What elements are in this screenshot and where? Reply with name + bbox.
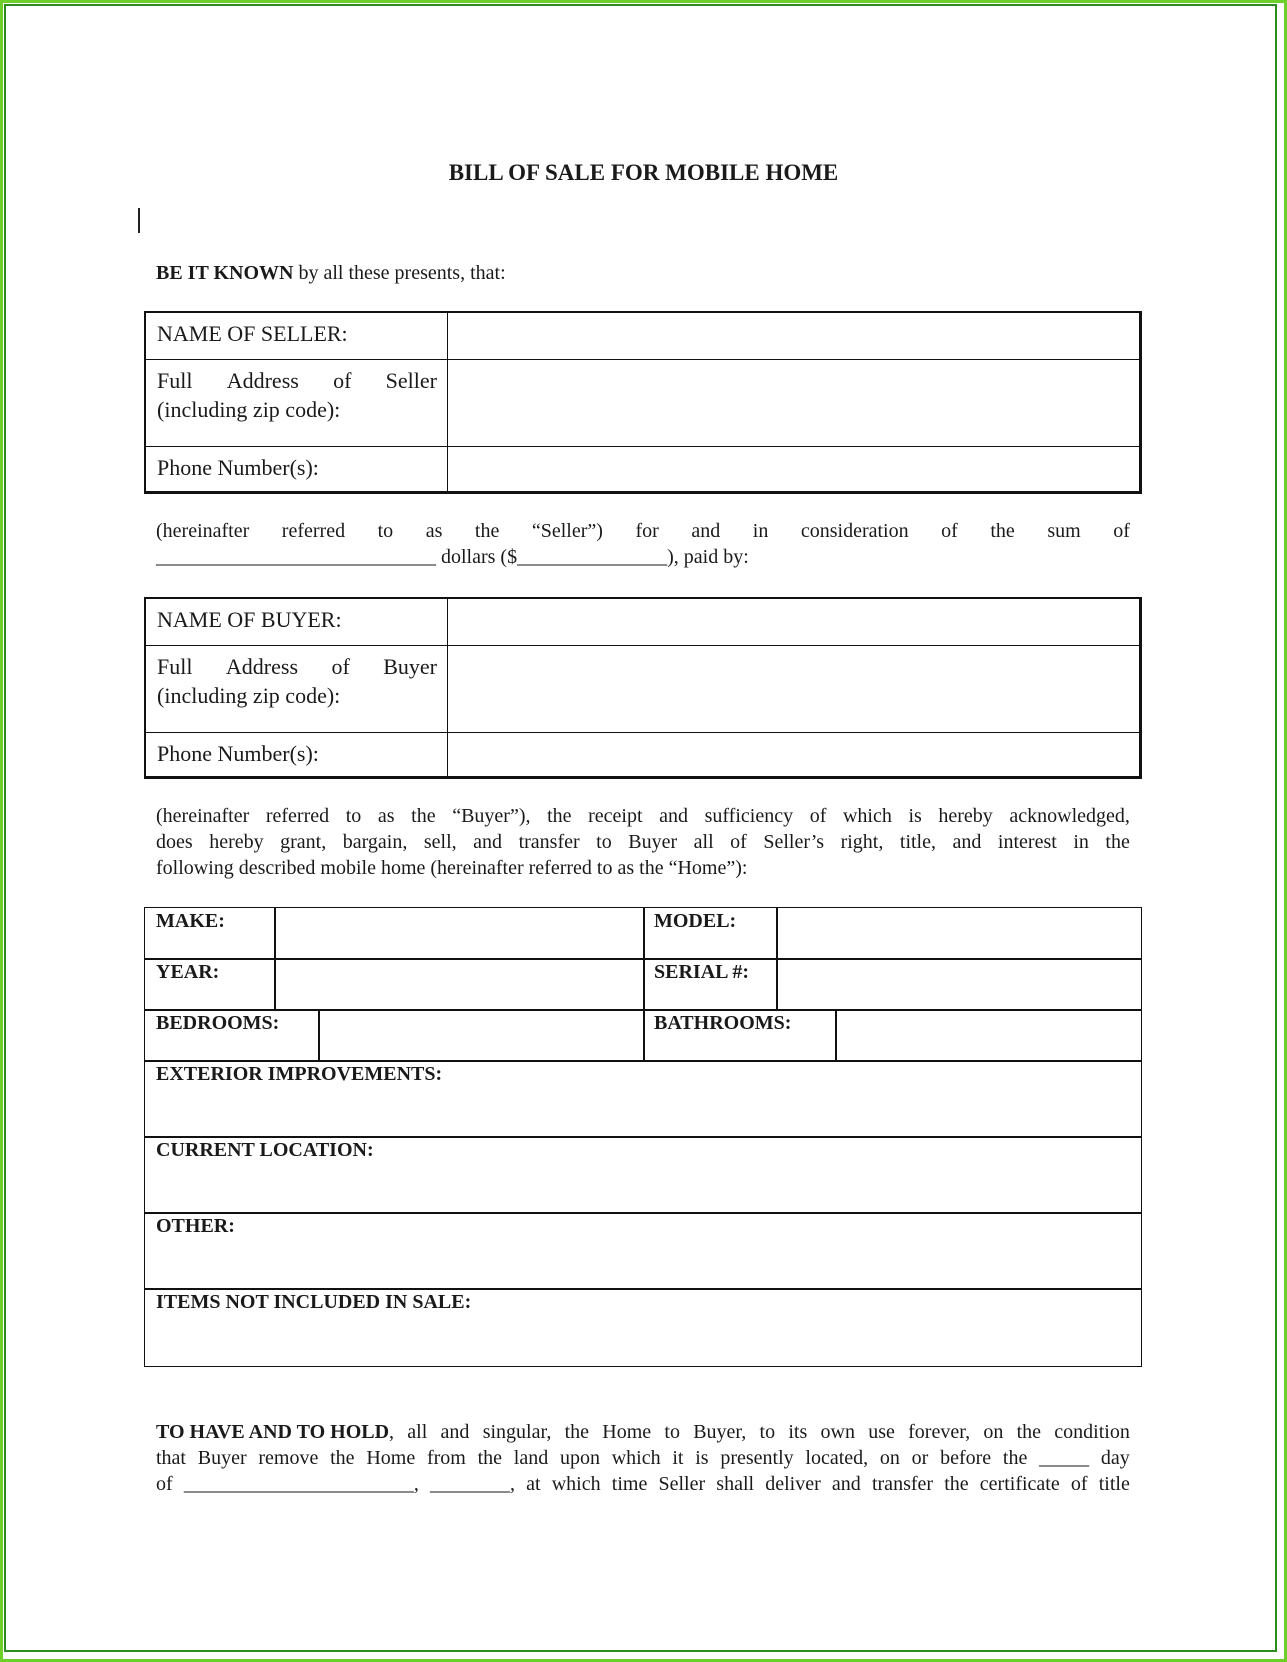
buyer-table [144,597,1142,779]
intro-bold: BE IT KNOWN [156,262,294,284]
bedrooms-label: BEDROOMS: [156,1012,280,1034]
word: the [990,520,1015,542]
word: deliver [765,1473,821,1495]
word: referred [265,805,330,827]
buyer-address-label-line1 [157,652,437,681]
buyer-name-row[interactable] [146,599,1139,646]
word: from [426,1447,466,1469]
word: is [695,1447,709,1469]
word: the [944,1473,969,1495]
word: transfer [518,831,580,853]
word: as [377,805,395,827]
word: is [908,805,922,827]
hold-bold: TO HAVE AND TO HOLD [156,1421,390,1443]
word: upon [559,1447,600,1469]
word: day [1100,1447,1130,1469]
word: bargain, [342,831,408,853]
table-rule [145,1288,1141,1290]
word: Home [602,1421,652,1443]
word: the [1016,1421,1042,1443]
buyer-phone-label: Phone Number(s): [146,733,448,776]
word: of [1070,1473,1088,1495]
table-rule [145,1136,1141,1138]
word: “Seller”) [531,520,603,542]
word: condition [1054,1421,1130,1443]
word: the [477,1447,503,1469]
word: sum [1047,520,1081,542]
intro-rest: by all these presents, that: [293,262,506,284]
word: before [940,1447,992,1469]
seller-name-label: NAME OF SELLER: [146,313,448,359]
word: Buyer [628,831,678,853]
table-rule [145,1060,1141,1062]
word: in [1073,831,1089,853]
buyer-phone-row[interactable] [146,733,1139,776]
buyer-para-line3: following described mobile home (hereinafter referred to as the “Home”): [156,857,748,879]
word: hereby [938,805,993,827]
word: acknowledged, [1009,805,1130,827]
word: to [596,831,612,853]
word: to [345,805,362,827]
word: Home [366,1447,416,1469]
word: referred [281,520,346,542]
word: title, [899,831,936,853]
word: or [911,1447,929,1469]
word: the [474,520,500,542]
word: sufficiency [704,805,794,827]
word: and [952,831,982,853]
word: interest [997,831,1057,853]
model-label: MODEL: [654,910,737,932]
word: located, [805,1447,869,1469]
word: transfer [871,1473,934,1495]
word: grant, [280,831,327,853]
word: Seller [658,1473,706,1495]
table-rule [274,908,276,1009]
word: _______________________, [183,1473,419,1495]
seller-address-row[interactable] [146,360,1139,447]
year-label: YEAR: [156,961,220,983]
seller-table [144,311,1142,494]
text-cursor [138,208,140,233]
serial-label: SERIAL #: [654,961,750,983]
word: the [564,1421,590,1443]
word: it [672,1447,684,1469]
seller-address-word: Address [226,368,299,393]
table-rule [835,1009,837,1060]
buyer-address-label [146,646,448,732]
word: remove [258,1447,319,1469]
word: to [377,520,394,542]
seller-para-line1 [156,520,1130,543]
word: use [868,1421,895,1443]
buyer-address-row[interactable] [146,646,1139,733]
word: and [473,831,503,853]
word: that [156,1447,186,1469]
seller-para-line2: ____________________________ dollars ($_______________), paid by: [156,546,749,568]
buyer-address-label-line2: (including zip code): [157,683,341,708]
word: _____ [1039,1447,1090,1469]
intro-line [156,262,506,285]
word: on [983,1421,1004,1443]
word: all [693,831,714,853]
word: certificate [979,1473,1060,1495]
word: own [820,1421,855,1443]
word: and [691,520,721,542]
word: to [664,1421,680,1443]
buyer-address-word: Full [157,654,193,679]
word: for [635,520,659,542]
word: on [879,1447,900,1469]
word: “Buyer”), [452,805,531,827]
word: of [941,520,958,542]
word: shall [716,1473,755,1495]
word: the [330,1447,355,1469]
seller-address-label-line1 [157,366,437,395]
exterior-label: EXTERIOR IMPROVEMENTS: [156,1063,443,1085]
word: which [611,1447,661,1469]
word: which [551,1473,601,1495]
word: at [526,1473,541,1495]
word: its [788,1421,808,1443]
word: of [730,831,747,853]
seller-name-row[interactable] [146,313,1139,360]
word: the [1002,1447,1028,1469]
word: all [407,1421,428,1443]
word: and [440,1421,470,1443]
word: hereby [209,831,264,853]
word: forever, [908,1421,971,1443]
home-details-table [144,907,1142,1367]
table-rule [643,908,645,1060]
buyer-address-word: of [331,654,350,679]
seller-address-label-line2: (including zip code): [157,397,341,422]
word: (hereinafter [156,805,250,827]
buyer-address-word: Address [225,654,299,679]
hold-para-line1 [156,1421,1130,1444]
word: right, [840,831,884,853]
word: as [425,520,443,542]
hold-para-line3 [156,1473,1130,1496]
word: presently [720,1447,794,1469]
word: Seller’s [763,831,825,853]
make-label: MAKE: [156,910,225,932]
table-rule [145,1212,1141,1214]
seller-phone-row[interactable] [146,447,1139,491]
location-label: CURRENT LOCATION: [156,1139,374,1161]
bathrooms-label: BATHROOMS: [654,1012,792,1034]
buyer-address-word: Buyer [383,654,437,679]
word: (hereinafter [156,520,250,542]
word: of [1113,520,1130,542]
word: the [547,805,572,827]
word: does [156,831,193,853]
word: consideration [800,520,909,542]
other-label: OTHER: [156,1215,235,1237]
word: sell, [423,831,457,853]
seller-address-word: Seller [385,368,437,393]
word: land [513,1447,549,1469]
word: ________, [429,1473,515,1495]
word: in [752,520,769,542]
seller-phone-label: Phone Number(s): [146,447,448,491]
not-included-label: ITEMS NOT INCLUDED IN SALE: [156,1291,472,1313]
word: receipt [588,805,643,827]
word: the [411,805,436,827]
word: singular, [482,1421,552,1443]
buyer-name-label: NAME OF BUYER: [146,599,448,645]
document-title: BILL OF SALE FOR MOBILE HOME [448,160,839,185]
word: Buyer, [693,1421,747,1443]
word: the [1105,831,1130,853]
table-rule [318,1009,320,1060]
seller-address-word: of [333,368,352,393]
hold-lead: TO HAVE AND TO HOLD, [156,1421,395,1443]
word: to [759,1421,776,1443]
seller-address-word: Full [157,368,193,393]
word: and [831,1473,861,1495]
table-rule [776,908,778,1009]
hold-para-line2 [156,1447,1130,1470]
word: of [809,805,827,827]
word: which [842,805,892,827]
seller-address-label [146,360,448,446]
buyer-para-line1 [156,805,1130,828]
word: and [659,805,688,827]
word: title [1098,1473,1130,1495]
buyer-para-line2 [156,831,1130,854]
word: of [156,1473,173,1495]
word: time [611,1473,648,1495]
word: Buyer [197,1447,247,1469]
